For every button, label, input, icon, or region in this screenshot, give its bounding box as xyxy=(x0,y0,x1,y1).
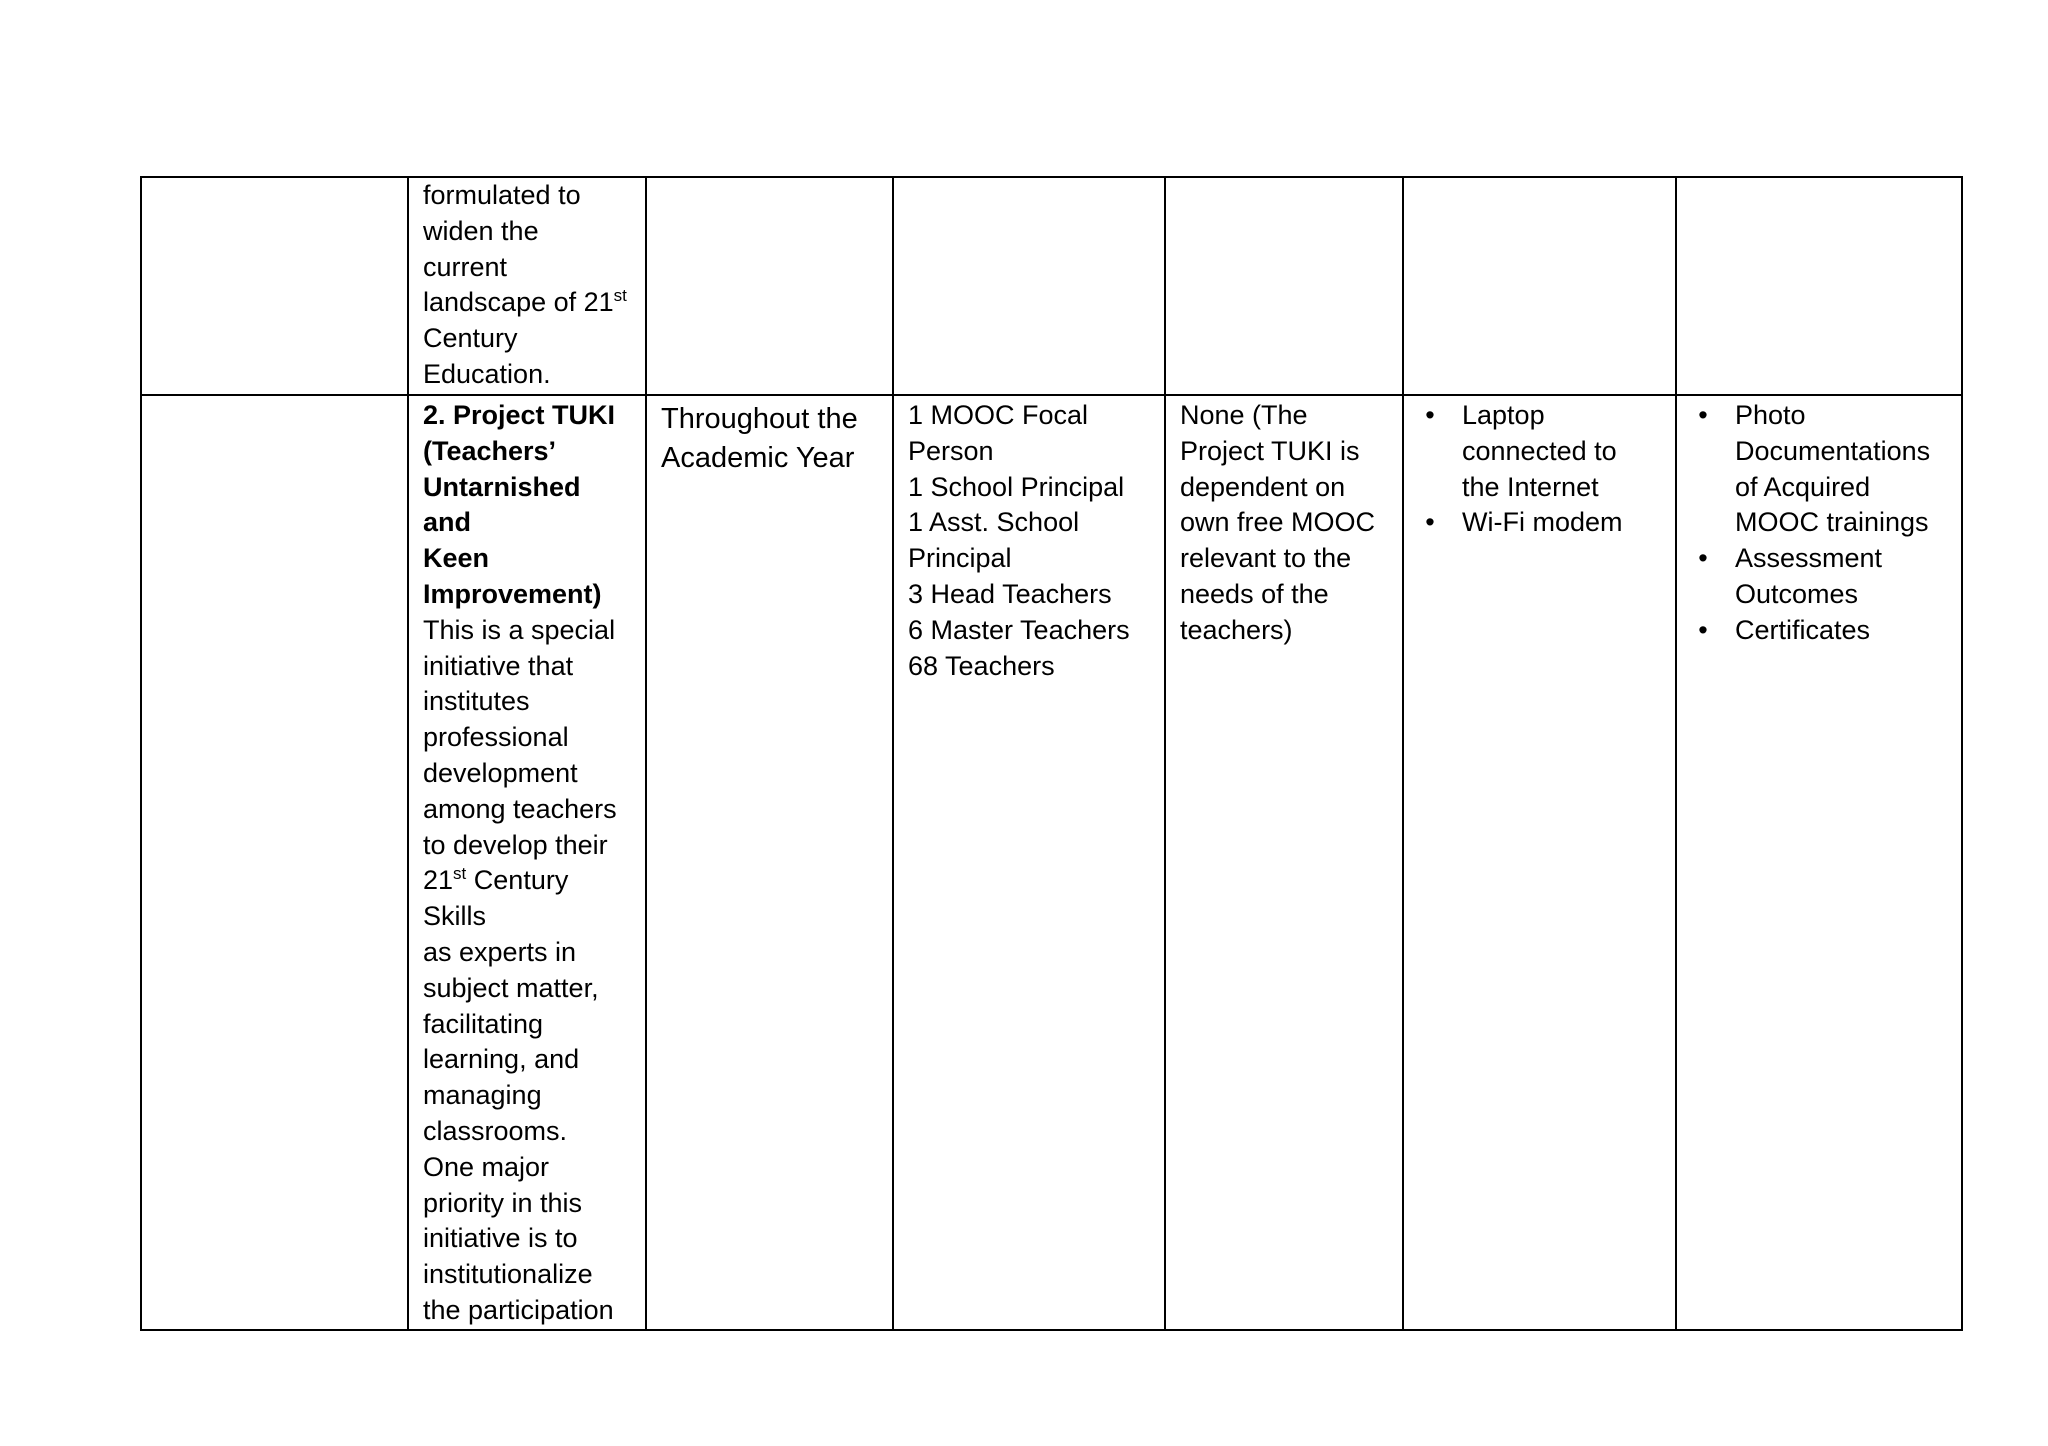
text-line: professional xyxy=(423,722,569,753)
objective-cell xyxy=(141,177,408,395)
text-line: 1 School Principal xyxy=(908,471,1125,502)
verification-cell xyxy=(1676,395,1962,1330)
text-line: 68 Teachers xyxy=(908,650,1055,681)
text-line: 1 Asst. School xyxy=(908,507,1080,538)
text-line: classrooms. xyxy=(423,1115,568,1146)
text-line: Century xyxy=(423,323,518,354)
table-row xyxy=(141,395,1962,1330)
program-cell xyxy=(408,177,646,395)
text-line: facilitating xyxy=(423,1008,544,1039)
text-line: Laptop xyxy=(1462,400,1545,430)
text-line: subject matter, xyxy=(423,972,599,1003)
resources-cell xyxy=(1403,395,1676,1330)
bullet-icon: • xyxy=(1698,400,1708,430)
text-line: Project TUKI is xyxy=(1180,435,1360,466)
persons-involved-cell xyxy=(893,395,1165,1330)
text-line: the participation xyxy=(423,1294,614,1325)
text-line: priority in this xyxy=(423,1187,583,1218)
text-line: the Internet xyxy=(1462,471,1599,502)
text-line: One major xyxy=(423,1151,550,1182)
list-item xyxy=(1691,541,1947,613)
text-line: Photo xyxy=(1735,400,1806,430)
list-item xyxy=(1691,398,1947,541)
text-line: Person xyxy=(908,435,994,466)
list-item xyxy=(1691,613,1947,649)
text-fragment: Century Skills xyxy=(423,865,569,932)
text-line: Wi-Fi modem xyxy=(1462,507,1623,538)
timeline-cell xyxy=(646,177,893,395)
text-line: own free MOOC xyxy=(1180,507,1376,538)
text-fragment: 21 xyxy=(423,865,454,896)
bullet-icon: • xyxy=(1698,614,1708,645)
program-title-line: Untarnished and xyxy=(423,471,581,538)
program-title-line: Keen xyxy=(423,543,490,574)
text-fragment: landscape of 21 xyxy=(423,287,614,318)
text-line: Certificates xyxy=(1735,614,1871,645)
text-line: institutionalize xyxy=(423,1259,593,1290)
text-line: initiative that xyxy=(423,650,574,681)
text-line: among teachers xyxy=(423,793,617,824)
text-line: widen the xyxy=(423,215,539,246)
text-line: learning, and xyxy=(423,1044,580,1075)
text-line: This is a special xyxy=(423,614,616,645)
text-line: Academic Year xyxy=(661,442,855,474)
verification-cell xyxy=(1676,177,1962,395)
text-line: connected to xyxy=(1462,435,1617,466)
objective-cell xyxy=(141,395,408,1330)
bullet-icon: • xyxy=(1425,400,1435,430)
text-line: dependent on xyxy=(1180,471,1346,502)
resources-cell xyxy=(1403,177,1676,395)
text-line: 6 Master Teachers xyxy=(908,614,1130,645)
bullet-icon: • xyxy=(1698,543,1708,574)
text-line: Principal xyxy=(908,543,1012,574)
budget-cell xyxy=(1165,177,1403,395)
text-line: of Acquired xyxy=(1735,471,1871,502)
superscript: st xyxy=(453,864,467,884)
text-line: needs of the xyxy=(1180,578,1329,609)
table-row xyxy=(141,177,1962,395)
text-line: as experts in xyxy=(423,936,577,967)
text-line: relevant to the xyxy=(1180,543,1352,574)
text-line: None (The xyxy=(1180,400,1308,430)
verification-list xyxy=(1691,398,1947,649)
text-line: Documentations xyxy=(1735,435,1931,466)
text-line: teachers) xyxy=(1180,614,1293,645)
list-item xyxy=(1418,505,1661,541)
text-line xyxy=(423,285,631,321)
text-line: Outcomes xyxy=(1735,578,1859,609)
text-line xyxy=(423,863,631,935)
action-plan-table xyxy=(140,176,1963,1331)
text-line: to develop their xyxy=(423,829,608,860)
text-line: development xyxy=(423,757,578,788)
list-item xyxy=(1418,398,1661,505)
text-line: 1 MOOC Focal xyxy=(908,400,1089,430)
text-line: Assessment xyxy=(1735,543,1883,574)
program-cell xyxy=(408,395,646,1330)
persons-involved-cell xyxy=(893,177,1165,395)
text-line: MOOC trainings xyxy=(1735,507,1929,538)
text-line: current xyxy=(423,251,508,282)
timeline-text xyxy=(661,398,878,478)
program-title-line: 2. Project TUKI xyxy=(423,400,616,430)
text-line: Education. xyxy=(423,358,551,389)
text-line: initiative is to xyxy=(423,1223,578,1254)
superscript: st xyxy=(613,286,627,306)
bullet-icon: • xyxy=(1425,507,1435,538)
resources-list xyxy=(1418,398,1661,541)
text-line: institutes xyxy=(423,686,530,717)
text-line: managing xyxy=(423,1080,542,1111)
text-line: formulated to xyxy=(423,180,581,210)
text-line: 3 Head Teachers xyxy=(908,578,1112,609)
budget-cell xyxy=(1165,395,1403,1330)
timeline-cell xyxy=(646,395,893,1330)
text-line: Throughout the xyxy=(661,403,858,435)
program-title-line: (Teachers’ xyxy=(423,435,557,466)
program-title-line: Improvement) xyxy=(423,578,602,609)
